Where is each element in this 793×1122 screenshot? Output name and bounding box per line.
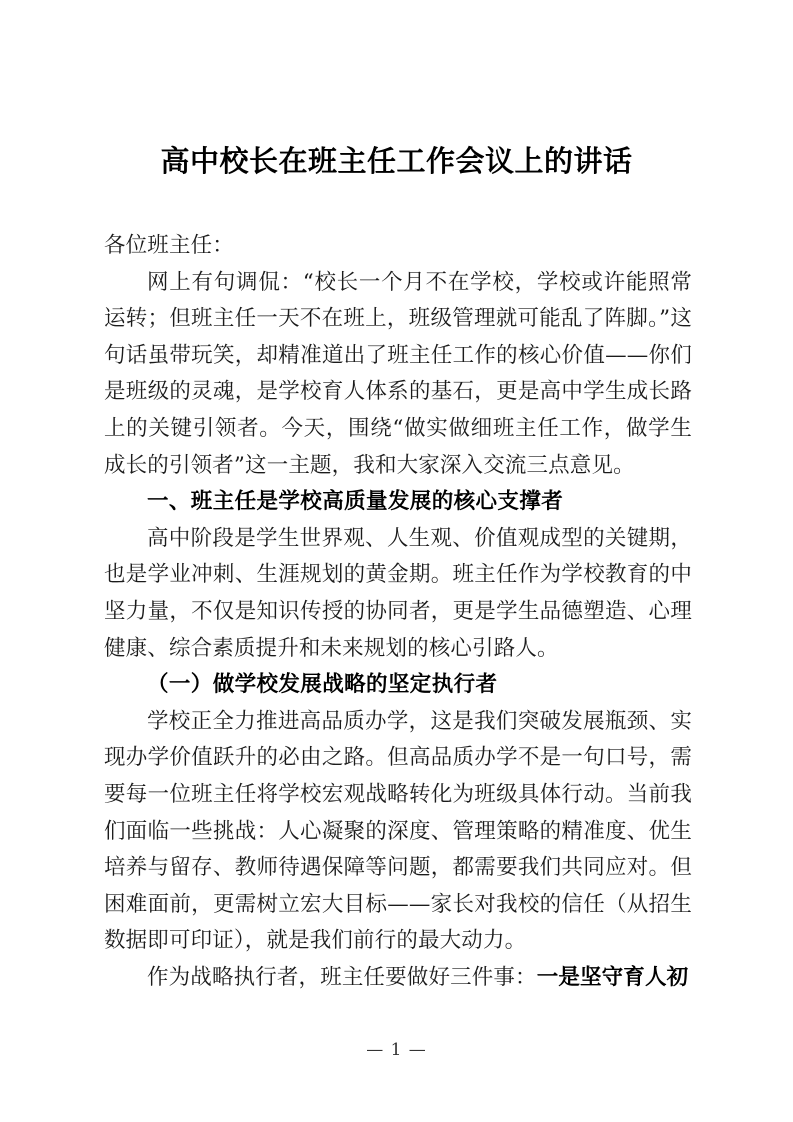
paragraph-role-of-head-teacher: 高中阶段是学生世界观、人生观、价值观成型的关键期，也是学业冲刺、生涯规划的黄金期。班主任作为学校教育的中坚力量，不仅是知识传授的协同者，更是学生品德塑造、心理健康、综合素质提升和未来规划的核心引路人。 bbox=[104, 525, 692, 661]
paragraph-school-strategy: 学校正全力推进高品质办学，这是我们突破发展瓶颈、实现办学价值跃升的必由之路。但高品质办学不是一句口号，需要每一位班主任将学校宏观战略转化为班级具体行动。当前我们面临一些挑战：人心凝聚的深度、管理策略的精准度、优生培养与留存、教师待遇保障等问题，都需要我们共同应对。但困难面前，更需树立宏大目标——家长对我校的信任（从招生数据即可印证），就是我们前行的最大动力。 bbox=[104, 708, 692, 954]
paragraph-opening-remarks: 网上有句调侃：“校长一个月不在学校，学校或许能照常运转；但班主任一天不在班上，班级管理就可能乱了阵脚。”这句话虽带玩笑，却精准道出了班主任工作的核心价值——你们是班级的灵魂，是学校育人体系的基石，更是高中学生成长路上的关键引领者。今天，围绕“做实做细班主任工作，做学生成长的引领者”这一主题，我和大家深入交流三点意见。 bbox=[104, 269, 692, 478]
subsection-heading-one-a: （一）做学校发展战略的坚定执行者 bbox=[147, 672, 498, 698]
salutation-line: 各位班主任： bbox=[104, 233, 234, 258]
page-title: 高中校长在班主任工作会议上的讲话 bbox=[160, 144, 633, 178]
page-number-footer: — 1 — bbox=[366, 1040, 427, 1060]
paragraph-three-things bbox=[104, 960, 692, 997]
paragraph-three-things-lead: 作为战略执行者，班主任要做好三件事： bbox=[147, 964, 537, 990]
document-body bbox=[104, 228, 692, 996]
section-heading-one: 一、班主任是学校高质量发展的核心支撑者 bbox=[147, 489, 564, 515]
paragraph-three-things-emphasis: 一是坚守育人初 bbox=[536, 964, 689, 990]
